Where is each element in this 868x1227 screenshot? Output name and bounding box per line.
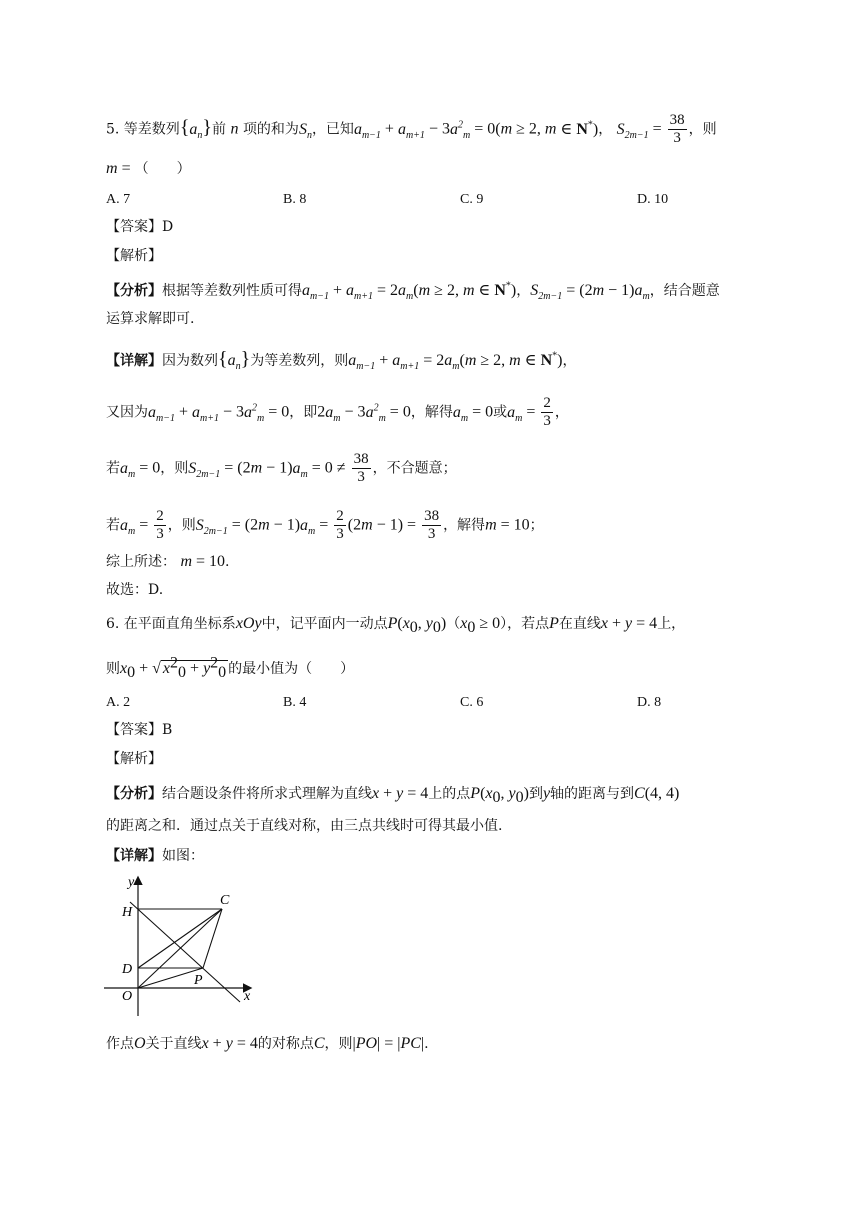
- q6-option-c: C. 6: [460, 695, 484, 710]
- q5-detail-line1: 【详解】因为数列$\{a_n\}$为等差数列，则$a_{m-1} + a_{m+1} = 2a_m(m \ge 2$, m ∈ N*)，: [106, 348, 577, 373]
- q5-option-a: A. 7: [106, 192, 131, 207]
- q6-detail-line1: 【详解】如图：: [106, 848, 204, 864]
- q5-detail-line5: 综上所述： m = 10.: [106, 553, 230, 570]
- geometry-figure: [100, 872, 260, 1017]
- q6-detail-last: 作点O关于直线x + y = 4的对称点C，则|PO| = |PC|.: [106, 1035, 429, 1052]
- q5-jiexi: 【解析】: [106, 248, 162, 264]
- q6-fenxi-line1: 【分析】结合题设条件将所求式理解为直线x + y = 4上的点$P(x_0$, $y_0$)到y轴的距离与到C(4, 4): [106, 785, 680, 806]
- q5-option-c: C. 9: [460, 192, 484, 207]
- q6-option-d: D. 8: [637, 695, 662, 710]
- label-h: H: [122, 905, 133, 920]
- q5-detail-line6: 故选：D.: [106, 582, 164, 598]
- q5-detail-line4: 若$a_m$ = $\frac{2}{3}$ ，则$S_{2m-1} = (2m - 1)a_m$ = $\frac{2}{3}$ (2m − 1) = $\frac{38}{3}$ ，解得m = 10；: [106, 508, 544, 542]
- q6-option-b: B. 4: [283, 695, 307, 710]
- label-c: C: [220, 893, 230, 908]
- q5-stem-line1: 5. 等差数列$\{a_n\}$前 n 项的和为$S_n$，已知$a_{m-1} + a_{m+1} - 3a^2_m = 0(m \ge 2$, m ∈ N*)， $S_{2m-1}$ = $\frac{38}{3}$ ，则: [106, 112, 717, 146]
- q5-option-b: B. 8: [283, 192, 307, 207]
- q5-answer: 【答案】D: [106, 219, 174, 235]
- segment-dc: [138, 909, 222, 968]
- q5-stem-line2: m = （ ）: [106, 160, 191, 177]
- label-o: O: [122, 989, 133, 1004]
- label-p: P: [194, 973, 203, 988]
- q5-fenxi-line2: 运算求解即可.: [106, 311, 195, 327]
- q6-jiexi: 【解析】: [106, 751, 162, 767]
- q5-option-d: D. 10: [637, 192, 669, 207]
- q5-detail-line3: 若$a_m = 0$，则$S_{2m-1} = (2m - 1)a_m = 0$ ≠ $\frac{38}{3}$ ，不合题意；: [106, 451, 457, 485]
- q6-option-a: A. 2: [106, 695, 131, 710]
- q6-fenxi-line2: 的距离之和．通过点关于直线对称，由三点共线时可得其最小值.: [106, 818, 503, 834]
- label-y: y: [128, 875, 135, 890]
- line-x-plus-y-eq-4: [130, 902, 240, 1002]
- q5-fenxi-line1: 【分析】根据等差数列性质可得$a_{m-1} + a_{m+1} = 2a_m(m \ge 2$, m ∈ N*)，$S_{2m-1} = (2m - 1)a_m$，结合题意: [106, 280, 720, 303]
- q6-stem-line1: 6. 在平面直角坐标系xOy中，记平面内一动点$P(x_0$, $y_0)(x_0 \ge 0)$，若点P在直线x + y = 4上，: [106, 615, 686, 636]
- q6-answer: 【答案】B: [106, 722, 173, 738]
- label-x: x: [244, 989, 251, 1004]
- label-d: D: [122, 962, 133, 977]
- q5-detail-line2: 又因为$a_{m-1} + a_{m+1} - 3a^2_m = 0$，即$2a_m - 3a^2_m = 0$，解得$a_m = 0$或$a_m$ = $\frac{2}{3}$ ，: [106, 395, 569, 429]
- q6-stem-line2: 则$x_0$ + √ $x^2_0 + y^2_0$ 的最小值为（ ）: [106, 654, 355, 681]
